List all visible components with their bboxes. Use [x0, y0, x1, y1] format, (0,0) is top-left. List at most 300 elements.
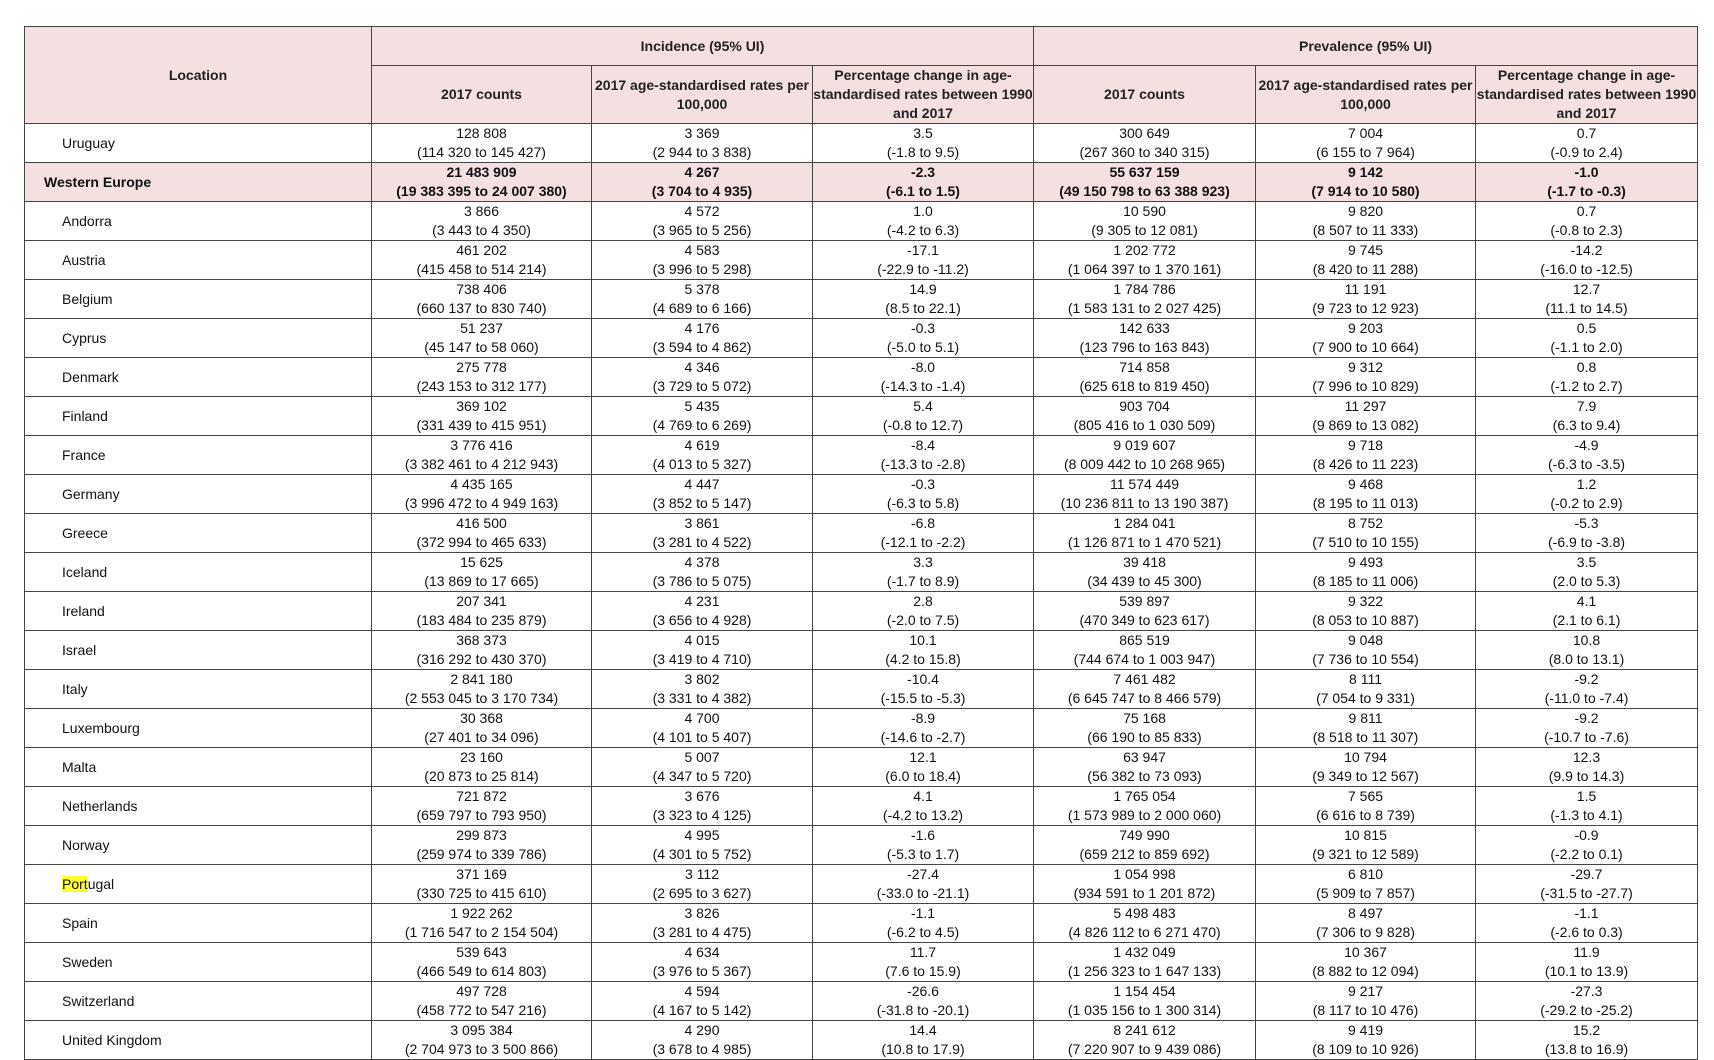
- uncertainty-interval: (-0.2 to 2.9): [1550, 495, 1623, 511]
- value: -0.3: [910, 320, 936, 336]
- uncertainty-interval: (-6.2 to 4.5): [886, 924, 960, 940]
- incidence-change-cell: [813, 280, 1034, 319]
- uncertainty-interval: (-33.0 to -21.1): [876, 885, 970, 901]
- uncertainty-interval: (8 185 to 11 006): [1312, 573, 1419, 589]
- value: 4 995: [684, 827, 720, 843]
- value: 4 572: [684, 203, 720, 219]
- prevalence-change-cell: [1476, 748, 1698, 787]
- incidence-change-cell: [813, 514, 1034, 553]
- value: 3 802: [684, 671, 720, 687]
- incidence-counts-cell: [372, 514, 592, 553]
- prevalence-rate-cell: [1256, 514, 1476, 553]
- value: 7 461 482: [1113, 671, 1176, 687]
- uncertainty-interval: (-4.2 to 13.2): [882, 807, 964, 823]
- value: -4.9: [1574, 437, 1599, 453]
- uncertainty-interval: (659 212 to 859 692): [1079, 846, 1210, 862]
- uncertainty-interval: (-5.3 to 1.7): [886, 846, 960, 862]
- value: 865 519: [1119, 632, 1170, 648]
- table-row: [25, 124, 1698, 163]
- value: 10 794: [1344, 749, 1387, 765]
- uncertainty-interval: (8 882 to 12 094): [1312, 963, 1419, 979]
- uncertainty-interval: (6 616 to 8 739): [1316, 807, 1415, 823]
- prevalence-change-cell: [1476, 709, 1698, 748]
- value: 9 048: [1347, 632, 1384, 648]
- uncertainty-interval: (-0.8 to 2.3): [1550, 222, 1623, 238]
- value: 1 284 041: [1113, 515, 1176, 531]
- table-row: [25, 709, 1698, 748]
- value: 1 154 454: [1113, 983, 1176, 999]
- value: 3.3: [913, 554, 933, 570]
- uncertainty-interval: (7.6 to 15.9): [885, 963, 961, 979]
- value: 5 378: [684, 281, 720, 297]
- prevalence-rate-cell: [1256, 748, 1476, 787]
- value: -26.6: [907, 983, 939, 999]
- uncertainty-interval: (-6.1 to 1.5): [886, 183, 960, 199]
- uncertainty-interval: (1 064 397 to 1 370 161): [1067, 261, 1222, 277]
- uncertainty-interval: (6 645 747 to 8 466 579): [1067, 690, 1222, 706]
- uncertainty-interval: (-2.2 to 0.1): [1550, 846, 1623, 862]
- value: 9 468: [1347, 476, 1384, 492]
- uncertainty-interval: (4 689 to 6 166): [652, 300, 752, 316]
- uncertainty-interval: (8.0 to 13.1): [1548, 651, 1625, 667]
- value: 10 367: [1344, 944, 1387, 960]
- uncertainty-interval: (4 769 to 6 269): [652, 417, 752, 433]
- incidence-counts-cell: [372, 553, 592, 592]
- incidence-rate-cell: [592, 631, 813, 670]
- uncertainty-interval: (7 220 907 to 9 439 086): [1067, 1041, 1222, 1057]
- location-cell: Uruguay: [25, 124, 372, 163]
- uncertainty-interval: (4.2 to 15.8): [885, 651, 961, 667]
- value: 300 649: [1119, 125, 1170, 141]
- uncertainty-interval: (6 155 to 7 964): [1316, 144, 1415, 160]
- incidence-change-cell: [813, 748, 1034, 787]
- table-row: [25, 826, 1698, 865]
- uncertainty-interval: (3 965 to 5 256): [652, 222, 752, 238]
- value: 4.1: [1576, 593, 1597, 609]
- prevalence-counts-cell: [1034, 1021, 1256, 1060]
- value: -17.1: [907, 242, 939, 258]
- uncertainty-interval: (-10.7 to -7.6): [1544, 729, 1629, 745]
- uncertainty-interval: (5 909 to 7 857): [1316, 885, 1415, 901]
- value: 5 435: [684, 398, 720, 414]
- value: 299 873: [456, 827, 507, 843]
- value: -5.3: [1574, 515, 1599, 531]
- prevalence-rate-cell: [1256, 865, 1476, 904]
- uncertainty-interval: (-1.8 to 9.5): [886, 144, 960, 160]
- uncertainty-interval: (2.1 to 6.1): [1552, 612, 1621, 628]
- location-cell: Germany: [25, 475, 372, 514]
- incidence-counts-cell: [372, 280, 592, 319]
- value: 3 676: [684, 788, 720, 804]
- incidence-rate-cell: [592, 124, 813, 163]
- value: -29.7: [1570, 866, 1603, 882]
- uncertainty-interval: (9 321 to 12 589): [1312, 846, 1419, 862]
- uncertainty-interval: (-22.9 to -11.2): [877, 261, 969, 277]
- uncertainty-interval: (4 826 112 to 6 271 470): [1068, 924, 1221, 940]
- prevalence-counts-cell: [1034, 319, 1256, 358]
- value: -8.0: [910, 359, 936, 375]
- prevalence-change-cell: [1476, 514, 1698, 553]
- prevalence-change-cell: [1476, 280, 1698, 319]
- prevalence-rate-cell: [1256, 1021, 1476, 1060]
- value: 0.7: [1576, 125, 1597, 141]
- table-row: [25, 553, 1698, 592]
- value: 39 418: [1123, 554, 1166, 570]
- prevalence-rates-header: 2017 age-standardised rates per 100,000: [1256, 66, 1476, 124]
- table-row: [25, 397, 1698, 436]
- incidence-rate-cell: [592, 475, 813, 514]
- incidence-change-cell: [813, 202, 1034, 241]
- prevalence-counts-cell: [1034, 436, 1256, 475]
- location-cell: Iceland: [25, 553, 372, 592]
- incidence-counts-cell: [372, 436, 592, 475]
- uncertainty-interval: (4 301 to 5 752): [652, 846, 752, 862]
- table-row: [25, 241, 1698, 280]
- prevalence-change-cell: [1476, 319, 1698, 358]
- location-cell: Austria: [25, 241, 372, 280]
- table-row: [25, 280, 1698, 319]
- uncertainty-interval: (-29.2 to -25.2): [1540, 1002, 1633, 1018]
- incidence-counts-cell: [372, 865, 592, 904]
- uncertainty-interval: (114 320 to 145 427): [417, 144, 546, 160]
- value: 9 142: [1347, 164, 1384, 180]
- value: -0.3: [910, 476, 936, 492]
- value: 3 112: [685, 866, 719, 882]
- prevalence-rate-cell: [1256, 982, 1476, 1021]
- incidence-rate-cell: [592, 319, 813, 358]
- incidence-rate-cell: [592, 436, 813, 475]
- prevalence-rate-cell: [1256, 904, 1476, 943]
- value: 714 858: [1119, 359, 1170, 375]
- uncertainty-interval: (3 281 to 4 522): [652, 534, 752, 550]
- table-row: [25, 475, 1698, 514]
- uncertainty-interval: (8 117 to 10 476): [1312, 1002, 1419, 1018]
- prevalence-counts-cell: [1034, 982, 1256, 1021]
- uncertainty-interval: (1 716 547 to 2 154 504): [404, 924, 559, 940]
- uncertainty-interval: (9 305 to 12 081): [1091, 222, 1198, 238]
- value: 7 004: [1347, 125, 1384, 141]
- value: 23 160: [460, 749, 503, 765]
- location-cell: Finland: [25, 397, 372, 436]
- table-row: [25, 1021, 1698, 1060]
- uncertainty-interval: (7 054 to 9 331): [1316, 690, 1415, 706]
- value: 11 191: [1344, 281, 1387, 297]
- prevalence-change-cell: [1476, 1021, 1698, 1060]
- table-row: [25, 748, 1698, 787]
- value: 9 217: [1347, 983, 1384, 999]
- location-header: Location: [25, 27, 372, 124]
- value: 461 202: [456, 242, 507, 258]
- uncertainty-interval: (4 101 to 5 407): [652, 729, 752, 745]
- value: 11.7: [909, 944, 937, 960]
- value: 416 500: [456, 515, 507, 531]
- value: 4 583: [684, 242, 720, 258]
- prevalence-counts-cell: [1034, 124, 1256, 163]
- value: 2.8: [913, 593, 933, 609]
- value: -1.0: [1574, 164, 1599, 180]
- prevalence-change-cell: [1476, 865, 1698, 904]
- uncertainty-interval: (-5.0 to 5.1): [886, 339, 960, 355]
- prevalence-rate-cell: [1256, 670, 1476, 709]
- value: 4 378: [684, 554, 720, 570]
- incidence-counts-cell: [372, 358, 592, 397]
- incidence-change-cell: [813, 826, 1034, 865]
- value: 4 346: [684, 359, 720, 375]
- value: 275 778: [456, 359, 507, 375]
- value: 3 776 416: [450, 437, 513, 453]
- value: 4 435 165: [450, 476, 513, 492]
- uncertainty-interval: (625 618 to 819 450): [1079, 378, 1210, 394]
- value: 8 241 612: [1113, 1022, 1176, 1038]
- prevalence-change-cell: [1476, 943, 1698, 982]
- incidence-change-cell: [813, 787, 1034, 826]
- incidence-change-cell: [813, 982, 1034, 1021]
- uncertainty-interval: (-6.3 to 5.8): [886, 495, 960, 511]
- incidence-counts-cell: [372, 670, 592, 709]
- uncertainty-interval: (10.8 to 17.9): [881, 1041, 965, 1057]
- uncertainty-interval: (8 109 to 10 926): [1312, 1041, 1419, 1057]
- incidence-counts-cell: [372, 319, 592, 358]
- value: -0.9: [1574, 827, 1599, 843]
- uncertainty-interval: (-6.9 to -3.8): [1548, 534, 1626, 550]
- value: -10.4: [907, 671, 939, 687]
- value: -27.4: [907, 866, 939, 882]
- prevalence-change-cell: [1476, 826, 1698, 865]
- incidence-change-cell: [813, 436, 1034, 475]
- incidence-counts-cell: [372, 826, 592, 865]
- value: 9 811: [1348, 710, 1383, 726]
- value: 1.5: [1576, 788, 1597, 804]
- uncertainty-interval: (20 873 to 25 814): [424, 768, 539, 784]
- uncertainty-interval: (-31.8 to -20.1): [876, 1002, 970, 1018]
- incidence-rate-cell: [592, 748, 813, 787]
- incidence-rates-header: 2017 age-standardised rates per 100,000: [592, 66, 813, 124]
- prevalence-counts-cell: [1034, 514, 1256, 553]
- uncertainty-interval: (-14.3 to -1.4): [880, 378, 966, 394]
- table-row: [25, 514, 1698, 553]
- uncertainty-interval: (-1.7 to -0.3): [1547, 183, 1626, 199]
- location-cell: Western Europe: [25, 163, 372, 202]
- incidence-change-cell: [813, 1021, 1034, 1060]
- incidence-rate-cell: [592, 358, 813, 397]
- table-row: [25, 982, 1698, 1021]
- value: -9.2: [1574, 671, 1599, 687]
- uncertainty-interval: (466 549 to 614 803): [416, 963, 547, 979]
- uncertainty-interval: (470 349 to 623 617): [1079, 612, 1210, 628]
- uncertainty-interval: (-2.6 to 0.3): [1550, 924, 1623, 940]
- uncertainty-interval: (3 331 to 4 382): [652, 690, 752, 706]
- prevalence-change-cell: [1476, 592, 1698, 631]
- incidence-change-cell: [813, 865, 1034, 904]
- uncertainty-interval: (805 416 to 1 030 509): [1073, 417, 1216, 433]
- value: 3 861: [684, 515, 720, 531]
- prevalence-counts-cell: [1034, 943, 1256, 982]
- uncertainty-interval: (660 137 to 830 740): [416, 300, 547, 316]
- prevalence-counts-cell: [1034, 826, 1256, 865]
- prevalence-counts-cell: [1034, 865, 1256, 904]
- prevalence-counts-cell: [1034, 358, 1256, 397]
- prevalence-counts-cell: [1034, 748, 1256, 787]
- table-body: [25, 124, 1698, 1060]
- incidence-rate-cell: [592, 280, 813, 319]
- incidence-rate-cell: [592, 982, 813, 1021]
- value: -2.3: [910, 164, 936, 180]
- incidence-rate-cell: [592, 865, 813, 904]
- value: 7 565: [1347, 788, 1384, 804]
- incidence-rate-cell: [592, 202, 813, 241]
- value: 12.3: [1572, 749, 1601, 765]
- value: 3 866: [463, 203, 500, 219]
- location-cell: Spain: [25, 904, 372, 943]
- uncertainty-interval: (3 996 472 to 4 949 163): [404, 495, 559, 511]
- uncertainty-interval: (3 996 to 5 298): [652, 261, 752, 277]
- uncertainty-interval: (4 167 to 5 142): [652, 1002, 752, 1018]
- incidence-counts-cell: [372, 709, 592, 748]
- uncertainty-interval: (458 772 to 547 216): [416, 1002, 547, 1018]
- region-row: [25, 163, 1698, 202]
- prevalence-counts-header: 2017 counts: [1034, 66, 1256, 124]
- value: 9 322: [1347, 593, 1384, 609]
- uncertainty-interval: (8 420 to 11 288): [1312, 261, 1419, 277]
- uncertainty-interval: (2 695 to 3 627): [652, 885, 752, 901]
- incidence-counts-cell: [372, 124, 592, 163]
- prevalence-rate-cell: [1256, 358, 1476, 397]
- value: 10.1: [909, 632, 937, 648]
- value: 1 432 049: [1113, 944, 1176, 960]
- incidence-rate-cell: [592, 1021, 813, 1060]
- value: 368 373: [456, 632, 507, 648]
- value: 11.9: [1573, 944, 1600, 960]
- value: 3 095 384: [450, 1022, 513, 1038]
- prevalence-rate-cell: [1256, 397, 1476, 436]
- uncertainty-interval: (9 349 to 12 567): [1312, 768, 1419, 784]
- prevalence-change-cell: [1476, 124, 1698, 163]
- location-cell: Switzerland: [25, 982, 372, 1021]
- value: -1.6: [910, 827, 936, 843]
- prevalence-change-header: Percentage change in age-standardised rates between 1990 and 2017: [1476, 66, 1698, 124]
- table-row: [25, 358, 1698, 397]
- uncertainty-interval: (934 591 to 1 201 872): [1073, 885, 1216, 901]
- table-row: [25, 787, 1698, 826]
- value: 539 643: [456, 944, 507, 960]
- value: 8 497: [1347, 905, 1384, 921]
- data-table: [24, 26, 1698, 1060]
- value: 4 015: [684, 632, 720, 648]
- uncertainty-interval: (8 426 to 11 223): [1312, 456, 1419, 472]
- table-row: [25, 865, 1698, 904]
- uncertainty-interval: (13 869 to 17 665): [424, 573, 539, 589]
- location-cell: United Kingdom: [25, 1021, 372, 1060]
- value: 738 406: [456, 281, 507, 297]
- prevalence-rate-cell: [1256, 202, 1476, 241]
- uncertainty-interval: (3 704 to 4 935): [651, 183, 753, 199]
- prevalence-change-cell: [1476, 904, 1698, 943]
- incidence-rate-cell: [592, 904, 813, 943]
- uncertainty-interval: (243 153 to 312 177): [416, 378, 547, 394]
- value: 1 765 054: [1113, 788, 1176, 804]
- value: 369 102: [456, 398, 507, 414]
- prevalence-counts-cell: [1034, 280, 1256, 319]
- uncertainty-interval: (11.1 to 14.5): [1545, 300, 1628, 316]
- incidence-change-cell: [813, 943, 1034, 982]
- uncertainty-interval: (659 797 to 793 950): [416, 807, 547, 823]
- value: 10 590: [1123, 203, 1166, 219]
- uncertainty-interval: (8 518 to 11 307): [1312, 729, 1419, 745]
- prevalence-rate-cell: [1256, 631, 1476, 670]
- value: 8 752: [1347, 515, 1384, 531]
- uncertainty-interval: (3 976 to 5 367): [652, 963, 752, 979]
- uncertainty-interval: (10.1 to 13.9): [1544, 963, 1629, 979]
- prevalence-rate-cell: [1256, 241, 1476, 280]
- location-cell: Cyprus: [25, 319, 372, 358]
- table-row: [25, 670, 1698, 709]
- uncertainty-interval: (3 729 to 5 072): [652, 378, 752, 394]
- uncertainty-interval: (3 594 to 4 862): [652, 339, 752, 355]
- value: 371 169: [456, 866, 507, 882]
- prevalence-counts-cell: [1034, 787, 1256, 826]
- incidence-change-cell: [813, 163, 1034, 202]
- location-cell: Malta: [25, 748, 372, 787]
- location-name-rest: ugal: [87, 875, 115, 892]
- value: 9 019 607: [1113, 437, 1176, 453]
- uncertainty-interval: (3 382 461 to 4 212 943): [404, 456, 559, 472]
- uncertainty-interval: (331 439 to 415 951): [416, 417, 547, 433]
- value: 4 619: [684, 437, 720, 453]
- uncertainty-interval: (7 510 to 10 155): [1312, 534, 1419, 550]
- value: 4 700: [684, 710, 720, 726]
- prevalence-rate-cell: [1256, 163, 1476, 202]
- value: 9 745: [1347, 242, 1384, 258]
- location-cell: Belgium: [25, 280, 372, 319]
- value: 2 841 180: [450, 671, 513, 687]
- uncertainty-interval: (-14.6 to -2.7): [880, 729, 966, 745]
- incidence-counts-cell: [372, 631, 592, 670]
- table-sheet: [24, 26, 1698, 1060]
- incidence-change-cell: [813, 709, 1034, 748]
- value: 4 634: [684, 944, 720, 960]
- prevalence-rate-cell: [1256, 436, 1476, 475]
- prevalence-change-cell: [1476, 397, 1698, 436]
- incidence-counts-cell: [372, 1021, 592, 1060]
- uncertainty-interval: (3 678 to 4 985): [652, 1041, 752, 1057]
- uncertainty-interval: (8 053 to 10 887): [1312, 612, 1419, 628]
- prevalence-change-cell: [1476, 358, 1698, 397]
- uncertainty-interval: (1 035 156 to 1 300 314): [1067, 1002, 1222, 1018]
- value: 7.9: [1576, 398, 1597, 414]
- prevalence-counts-cell: [1034, 904, 1256, 943]
- uncertainty-interval: (-1.2 to 2.7): [1550, 378, 1623, 394]
- value: 3 369: [684, 125, 720, 141]
- uncertainty-interval: (7 736 to 10 554): [1312, 651, 1419, 667]
- value: 4 231: [684, 593, 720, 609]
- incidence-counts-cell: [372, 241, 592, 280]
- uncertainty-interval: (123 796 to 163 843): [1079, 339, 1210, 355]
- incidence-change-cell: [813, 592, 1034, 631]
- value: 1 054 998: [1113, 866, 1176, 882]
- prevalence-counts-cell: [1034, 709, 1256, 748]
- uncertainty-interval: (9 869 to 13 082): [1312, 417, 1419, 433]
- value: 207 341: [456, 593, 507, 609]
- value: -1.1: [910, 905, 936, 921]
- value: 4 447: [684, 476, 720, 492]
- uncertainty-interval: (267 360 to 340 315): [1079, 144, 1210, 160]
- uncertainty-interval: (8 195 to 11 013): [1312, 495, 1419, 511]
- prevalence-rate-cell: [1256, 709, 1476, 748]
- incidence-rate-cell: [592, 592, 813, 631]
- uncertainty-interval: (3 656 to 4 928): [652, 612, 752, 628]
- incidence-counts-cell: [372, 943, 592, 982]
- uncertainty-interval: (-1.3 to 4.1): [1550, 807, 1623, 823]
